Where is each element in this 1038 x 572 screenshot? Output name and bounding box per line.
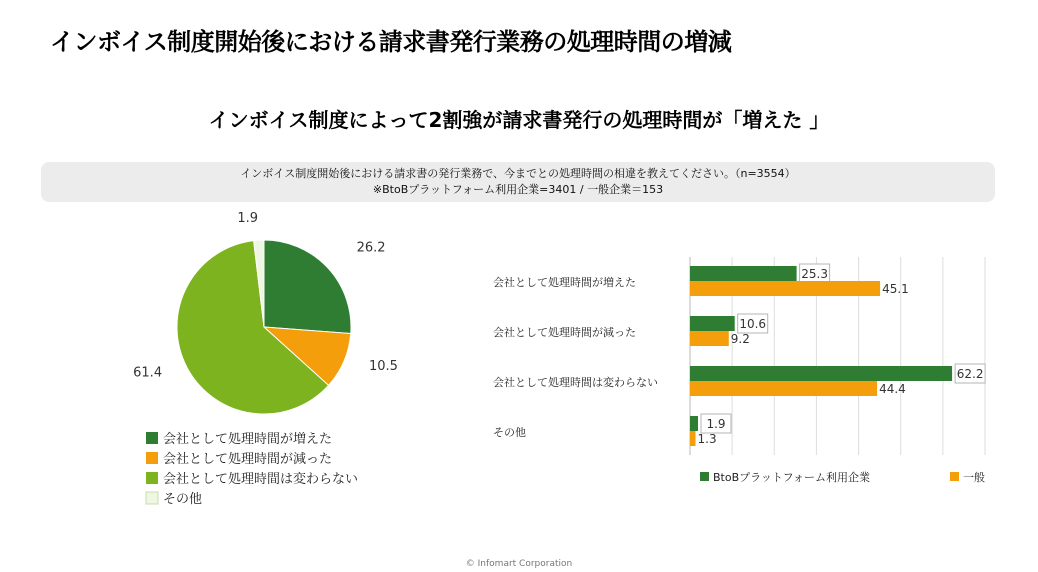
bar [690, 416, 698, 431]
bar-legend [700, 470, 985, 484]
legend-swatch [950, 472, 959, 481]
category-label: 会社として処理時間が減った [493, 326, 636, 339]
legend-swatch [146, 492, 158, 504]
legend-swatch [146, 452, 158, 464]
legend-swatch [146, 432, 158, 444]
bar-value-label: 1.3 [697, 432, 717, 446]
legend-label: 会社として処理時間は変わらない [163, 472, 359, 487]
bar-value-label: 45.1 [882, 282, 909, 296]
bar-value-label: 62.2 [956, 367, 984, 381]
bar [690, 366, 952, 381]
pie-value-label: 61.4 [133, 365, 163, 381]
bar [690, 431, 696, 446]
legend-label: 会社として処理時間が増えた [163, 432, 333, 447]
category-label: 会社として処理時間は変わらない [493, 376, 658, 389]
category-label: その他 [493, 426, 526, 439]
legend-swatch [700, 472, 709, 481]
pie-chart [133, 211, 398, 414]
bar-value-label: 1.9 [706, 417, 726, 431]
sample-note: ※BtoBプラットフォーム利用企業=3401 / 一般企業＝153 [372, 183, 664, 196]
pie-slice [264, 240, 351, 334]
pie-value-label: 1.9 [237, 211, 259, 227]
legend-label: BtoBプラットフォーム利用企業 [713, 471, 871, 484]
bar [690, 266, 797, 281]
legend-label: 一般 [963, 471, 985, 484]
bar-value-label: 44.4 [879, 382, 906, 396]
copyright-footer: © Infomart Corporation [465, 559, 573, 569]
page-title: インボイス制度開始後における請求書発行業務の処理時間の増減 [50, 28, 732, 56]
legend-swatch [146, 472, 158, 484]
legend-label: 会社として処理時間が減った [163, 452, 333, 467]
pie-value-label: 10.5 [369, 359, 398, 374]
bar-value-label: 10.6 [739, 317, 767, 331]
pie-legend [146, 431, 358, 507]
bar [690, 316, 735, 331]
category-label: 会社として処理時間が増えた [493, 276, 636, 289]
bar [690, 381, 877, 396]
bar [690, 281, 880, 296]
bar-value-label: 25.3 [801, 267, 828, 281]
pie-value-label: 26.2 [356, 240, 386, 256]
bar [690, 331, 729, 346]
headline: インボイス制度によって2割強が請求書発行の処理時間が「増えた 」 [208, 108, 830, 132]
question-text: インボイス制度開始後における請求書の発行業務で、今までとの処理時間の相違を教えてください。（n=3554） [240, 167, 796, 180]
legend-label: その他 [163, 492, 203, 507]
bar-value-label: 9.2 [730, 332, 750, 346]
bar-chart [493, 257, 985, 455]
